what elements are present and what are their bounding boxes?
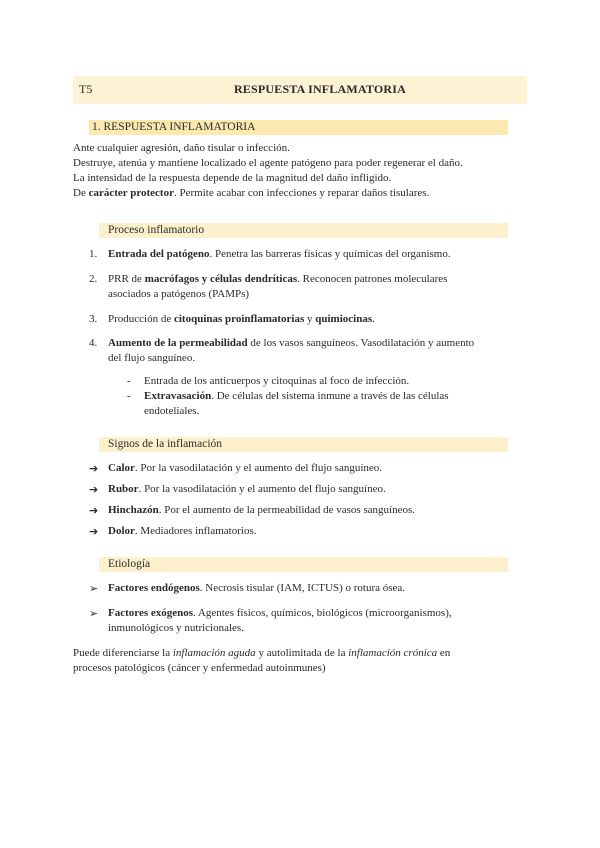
sub-list-item: Extravasación. De células del sistema inmune a través de las células bbox=[144, 390, 449, 402]
list-number: 2. bbox=[89, 273, 98, 285]
list-number: 1. bbox=[89, 248, 98, 260]
sub-list-item-continuation: endoteliales. bbox=[144, 405, 200, 417]
list-item: Producción de citoquinas proinflamatorias y quimiocinas. bbox=[108, 313, 375, 325]
list-number: 3. bbox=[89, 313, 98, 325]
topic-code: T5 bbox=[79, 82, 93, 96]
arrow-bullet-icon: ➔ bbox=[89, 462, 99, 475]
intro-line: La intensidad de la respuesta depende de la magnitud del daño infligido. bbox=[73, 172, 392, 184]
intro-line: Ante cualquier agresión, daño tisular o infección. bbox=[73, 142, 290, 154]
subheading-text: Signos de la inflamación bbox=[108, 438, 223, 450]
subheading-signos bbox=[99, 437, 508, 452]
section-heading bbox=[89, 120, 508, 135]
list-item: Hinchazón. Por el aumento de la permeabilidad de vasos sanguíneos. bbox=[108, 504, 416, 516]
list-item: Rubor. Por la vasodilatación y el aumento del flujo sanguíneo. bbox=[108, 483, 386, 495]
subheading-proceso bbox=[99, 223, 508, 238]
list-item: Entrada del patógeno. Penetra las barreras físicas y químicas del organismo. bbox=[108, 248, 451, 260]
subheading-text: Etiología bbox=[108, 558, 151, 570]
closing-line: procesos patológicos (cáncer y enfermedad autoinmunes) bbox=[73, 662, 326, 674]
subheading-text: Proceso inflamatorio bbox=[108, 224, 205, 236]
arrowhead-bullet-icon: ➢ bbox=[89, 582, 99, 595]
list-number: 4. bbox=[89, 337, 98, 349]
arrow-bullet-icon: ➔ bbox=[89, 483, 99, 496]
list-item: Calor. Por la vasodilatación y el aumento del flujo sanguíneo. bbox=[108, 462, 383, 474]
protector-line: De carácter protector. Permite acabar con infecciones y reparar daños tisulares. bbox=[73, 187, 430, 199]
list-item-continuation: del flujo sanguíneo. bbox=[108, 352, 196, 364]
header-bar bbox=[73, 76, 527, 104]
dash-bullet: - bbox=[127, 375, 131, 387]
closing-line: Puede diferenciarse la inflamación aguda y autolimitada de la inflamación crónica en bbox=[73, 647, 451, 659]
sub-list-item: Entrada de los anticuerpos y citoquinas al foco de infección. bbox=[144, 375, 410, 387]
list-item: Factores exógenos. Agentes físicos, químicos, biológicos (microorganismos), bbox=[108, 607, 452, 619]
arrow-bullet-icon: ➔ bbox=[89, 525, 99, 538]
list-item: Dolor. Mediadores inflamatorios. bbox=[108, 525, 257, 537]
arrowhead-bullet-icon: ➢ bbox=[89, 607, 99, 620]
list-item: PRR de macrófagos y células dendríticas. Reconocen patrones moleculares bbox=[108, 273, 448, 285]
page-title: RESPUESTA INFLAMATORIA bbox=[233, 82, 407, 96]
list-item: Aumento de la permeabilidad de los vasos sanguíneos. Vasodilatación y aumento bbox=[108, 337, 475, 349]
dash-bullet: - bbox=[127, 390, 131, 402]
list-item-continuation: inmunológicos y nutricionales. bbox=[108, 622, 244, 634]
subheading-etiologia bbox=[99, 557, 508, 572]
intro-line: Destruye, atenúa y mantiene localizado el agente patógeno para poder regenerar el daño. bbox=[73, 157, 463, 169]
arrow-bullet-icon: ➔ bbox=[89, 504, 99, 517]
list-item: Factores endógenos. Necrosis tisular (IAM, ICTUS) o rotura ósea. bbox=[108, 582, 406, 594]
list-item-continuation: asociados a patógenos (PAMPs) bbox=[108, 288, 250, 300]
section-heading-text: 1. RESPUESTA INFLAMATORIA bbox=[92, 121, 256, 133]
